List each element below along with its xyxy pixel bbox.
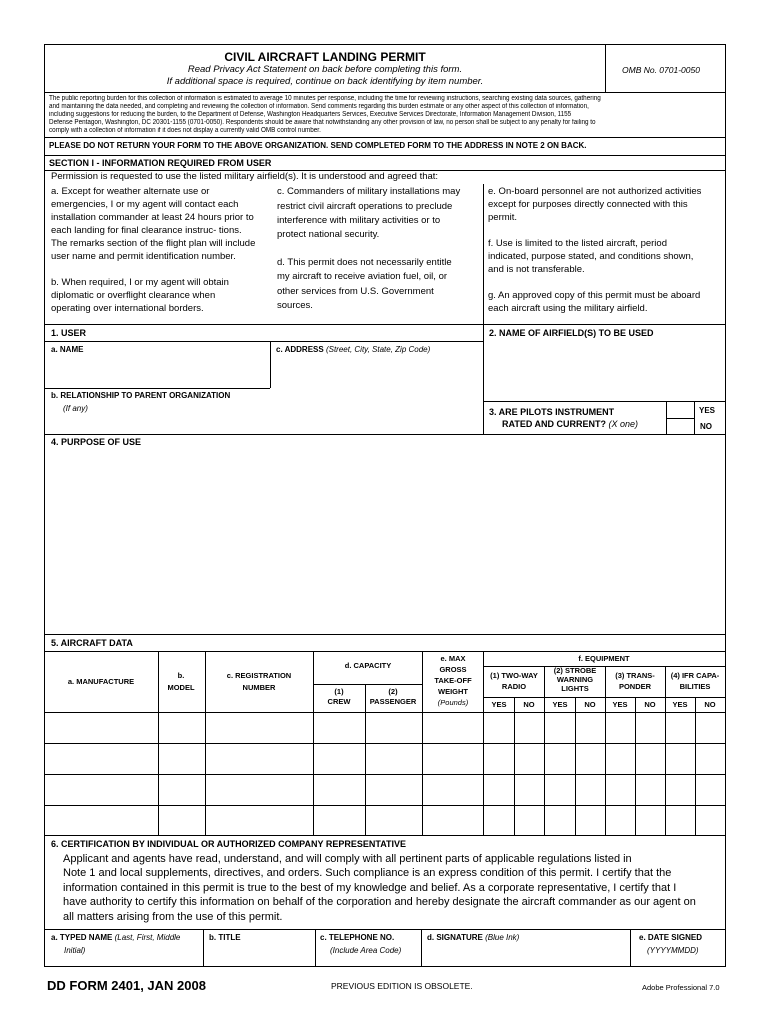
agreement-f-line: indicated, purpose stated, and conditions shown, bbox=[488, 251, 694, 262]
agreement-f-line: f. Use is limited to the listed aircraft, period bbox=[488, 238, 667, 249]
aircraft-label-rule bbox=[44, 651, 726, 652]
ifr-header-1: (4) IFR CAPA- bbox=[670, 671, 720, 680]
strobe-header-3: LIGHTS bbox=[561, 684, 589, 693]
user-address-label-text: c. ADDRESS bbox=[276, 345, 324, 354]
section-1-intro: Permission is requested to use the listed military airfield(s). It is understood and agreed that: bbox=[51, 171, 439, 182]
certification-line: have authority to certify this information on behalf of the corporation and hereby designate the aircraft commander as our agent on bbox=[63, 896, 696, 908]
yes-no-top-rule bbox=[483, 697, 726, 698]
aircraft-bottom-rule bbox=[44, 835, 726, 836]
pilots-hint: (X one) bbox=[608, 419, 639, 429]
name-bottom-rule bbox=[44, 388, 270, 389]
agreement-divider-right bbox=[483, 184, 484, 324]
agreement-b-line: b. When required, I or my agent will obtain bbox=[51, 277, 229, 288]
burden-line: and maintaining the data needed, and completing and reviewing the collection of information. Send comments regarding this burden estimate or any other aspect of this collection of information, bbox=[49, 103, 589, 110]
pilots-label-2 bbox=[502, 419, 638, 429]
date-signed-hint: (YYYYMMDD) bbox=[647, 946, 699, 955]
agreement-e-line: except for purposes directly connected with this bbox=[488, 199, 688, 210]
aircraft-row-1[interactable] bbox=[45, 713, 725, 743]
certification-line: Note 1 and local supplements, directives, and orders. Such compliance is an express condition of this permit. I certify that the bbox=[63, 867, 672, 879]
ifr-yes-header: YES bbox=[672, 700, 688, 709]
telephone-field[interactable] bbox=[316, 930, 420, 966]
passenger-header-1: (2) bbox=[388, 687, 398, 696]
agreement-d-line: my aircraft to receive aviation fuel, oil, or bbox=[277, 271, 448, 282]
signature-label-text: d. SIGNATURE bbox=[427, 933, 483, 942]
agreement-a-line: each landing for final clearance instruc- tions. bbox=[51, 225, 242, 236]
crew-header-1: (1) bbox=[334, 687, 344, 696]
agreement-e-line: permit. bbox=[488, 212, 518, 223]
weight-header-1: e. MAX bbox=[440, 654, 466, 663]
burden-line: The public reporting burden for this collection of information is estimated to average 10 minutes per response, including the time for reviewing instructions, searching existing data sources, gathering bbox=[49, 95, 601, 102]
passenger-header-2: PASSENGER bbox=[369, 697, 417, 706]
registration-header-2: NUMBER bbox=[242, 683, 276, 692]
model-header-1: b. bbox=[177, 671, 185, 680]
user-airfield-divider bbox=[483, 324, 484, 434]
airfields-label: 2. NAME OF AIRFIELD(S) TO BE USED bbox=[489, 328, 654, 338]
aircraft-row-3[interactable] bbox=[45, 775, 725, 805]
radio-header-2: RADIO bbox=[501, 682, 527, 691]
agreement-d-line: sources. bbox=[277, 300, 313, 311]
header-divider bbox=[605, 44, 606, 92]
capacity-header: d. CAPACITY bbox=[344, 661, 392, 670]
agreement-g-line: g. An approved copy of this permit must be aboard bbox=[488, 290, 701, 301]
notice-bottom-rule bbox=[44, 155, 726, 156]
signature-hint: (Blue Ink) bbox=[485, 933, 520, 942]
transponder-yes-header: YES bbox=[612, 700, 628, 709]
pilots-yes-label: YES bbox=[699, 406, 716, 415]
burden-line: Defense Pentagon, Washington, DC 20301-1155 (0701-0050). Respondents should be aware that notwithstanding any other provision of law, no person shall be subject to any penalty for failing to bbox=[49, 119, 596, 126]
relationship-field[interactable] bbox=[46, 414, 268, 432]
previous-edition-note: PREVIOUS EDITION IS OBSOLETE. bbox=[331, 981, 473, 991]
airfields-field[interactable] bbox=[486, 341, 724, 399]
block-3-bottom-rule bbox=[44, 434, 726, 435]
burden-line: comply with a collection of information if it does not display a currently valid OMB control number. bbox=[49, 127, 321, 134]
software-note: Adobe Professional 7.0 bbox=[642, 983, 720, 992]
section-1-title: SECTION I - INFORMATION REQUIRED FROM USER bbox=[49, 158, 272, 168]
purpose-bottom-rule bbox=[44, 634, 726, 635]
certification-line: Applicant and agents have read, understand, and will comply with all pertinent parts of applicable regulations listed in bbox=[63, 853, 632, 865]
radio-no-header: NO bbox=[523, 700, 535, 709]
capacity-sub-rule bbox=[313, 684, 422, 685]
radio-yes-header: YES bbox=[491, 700, 507, 709]
typed-name-label-text: a. TYPED NAME bbox=[51, 933, 113, 942]
relationship-label: b. RELATIONSHIP TO PARENT ORGANIZATION bbox=[51, 391, 231, 400]
transponder-no-header: NO bbox=[644, 700, 656, 709]
registration-header-1: c. REGISTRATION bbox=[226, 671, 292, 680]
ifr-no-header: NO bbox=[704, 700, 716, 709]
agreement-a-line: emergencies, I or my agent will contact each bbox=[51, 199, 239, 210]
radio-header-1: (1) TWO-WAY bbox=[490, 671, 538, 680]
agreement-a-line: a. Except for weather alternate use or bbox=[51, 186, 210, 197]
agreement-d-line: other services from U.S. Government bbox=[277, 286, 434, 297]
transponder-header-2: PONDER bbox=[618, 682, 652, 691]
form-subtitle-1: Read Privacy Act Statement on back before completing this form. bbox=[187, 64, 463, 75]
telephone-hint: (Include Area Code) bbox=[330, 946, 402, 955]
agreement-c-line: c. Commanders of military installations may bbox=[277, 186, 461, 197]
ifr-header-2: BILITIES bbox=[679, 682, 711, 691]
weight-header-3: TAKE-OFF bbox=[434, 676, 472, 685]
telephone-label: c. TELEPHONE NO. bbox=[320, 933, 395, 942]
pilots-yes-checkbox[interactable] bbox=[666, 401, 695, 419]
model-header-2: MODEL bbox=[167, 683, 195, 692]
agreement-e-line: e. On-board personnel are not authorized activities bbox=[488, 186, 702, 197]
weight-header-2: GROSS bbox=[439, 665, 467, 674]
aircraft-label: 5. AIRCRAFT DATA bbox=[51, 638, 133, 648]
typed-name-field[interactable] bbox=[46, 930, 202, 966]
form-id: DD FORM 2401, JAN 2008 bbox=[47, 978, 206, 993]
user-name-label: a. NAME bbox=[51, 345, 84, 354]
certification-line: all matters arising from the use of this permit. bbox=[63, 911, 283, 923]
strobe-header-1: (2) STROBE bbox=[553, 666, 597, 675]
agreement-c-line: protect national security. bbox=[277, 229, 380, 240]
burden-line: including suggestions for reducing the burden, to the Department of Defense, Washington Headquarters Services, Executive Services Directorate, Information Management Division, 1155 bbox=[49, 111, 572, 118]
crew-header-2: CREW bbox=[327, 697, 351, 706]
agreement-a-line: user name and permit identification number. bbox=[51, 251, 236, 262]
user-address-hint: (Street, City, State, Zip Code) bbox=[325, 345, 431, 354]
user-address-field[interactable] bbox=[272, 356, 481, 432]
agreement-a-line: installation commander at least 24 hours prior to bbox=[51, 212, 254, 223]
equipment-header: f. EQUIPMENT bbox=[578, 654, 630, 663]
form-title: CIVIL AIRCRAFT LANDING PERMIT bbox=[224, 50, 426, 64]
user-name-field[interactable] bbox=[46, 356, 268, 386]
aircraft-row-4[interactable] bbox=[45, 806, 725, 835]
agreement-b-line: diplomatic or overflight clearance when bbox=[51, 290, 216, 301]
weight-header-4: WEIGHT bbox=[438, 687, 468, 696]
user-label: 1. USER bbox=[51, 328, 87, 338]
return-notice: PLEASE DO NOT RETURN YOUR FORM TO THE ABOVE ORGANIZATION. SEND COMPLETED FORM TO THE ADDRESS IN NOTE 2 ON BACK. bbox=[49, 141, 587, 150]
strobe-no-header: NO bbox=[584, 700, 596, 709]
aircraft-row-2[interactable] bbox=[45, 744, 725, 774]
agreement-g-line: each aircraft using the military airfield. bbox=[488, 303, 648, 314]
pilots-no-checkbox[interactable] bbox=[666, 418, 695, 434]
agreement-b-line: operating over international borders. bbox=[51, 303, 204, 314]
manufacturer-header: a. MANUFACTURE bbox=[67, 677, 135, 686]
certification-line: information contained in this permit is true to the best of my knowledge and belief. As a corporate representative, I certify that I bbox=[63, 882, 677, 894]
equipment-sub-rule bbox=[483, 666, 726, 667]
purpose-field[interactable] bbox=[46, 450, 724, 632]
certification-label: 6. CERTIFICATION BY INDIVIDUAL OR AUTHORIZED COMPANY REPRESENTATIVE bbox=[51, 839, 407, 849]
title-label: b. TITLE bbox=[209, 933, 241, 942]
agreement-f-line: and is not transferable. bbox=[488, 264, 585, 275]
name-address-divider bbox=[270, 341, 271, 388]
agreement-c-line: interference with military activities or to bbox=[277, 215, 441, 226]
agreement-a-line: The remarks section of the flight plan will include bbox=[51, 238, 256, 249]
title-field[interactable] bbox=[204, 930, 314, 966]
header-bottom-rule bbox=[44, 92, 726, 93]
agreement-d-line: d. This permit does not necessarily entitle bbox=[277, 257, 452, 268]
user-address-label bbox=[276, 345, 430, 354]
burden-bottom-rule bbox=[44, 137, 726, 138]
pilots-label-2-text: RATED AND CURRENT? bbox=[502, 419, 606, 429]
date-signed-field[interactable] bbox=[631, 930, 724, 966]
agreement-bottom-rule bbox=[44, 324, 726, 325]
omb-number: OMB No. 0701-0050 bbox=[622, 65, 700, 75]
relationship-hint: (If any) bbox=[63, 404, 88, 413]
typed-name-hint-1: (Last, First, Middle bbox=[114, 933, 181, 942]
user-label-rule bbox=[44, 341, 483, 342]
form-subtitle-2: If additional space is required, continue on back identifying by item number. bbox=[166, 76, 484, 87]
purpose-label: 4. PURPOSE OF USE bbox=[51, 437, 142, 447]
pilots-label-1: 3. ARE PILOTS INSTRUMENT bbox=[489, 407, 615, 417]
pilots-no-label: NO bbox=[700, 422, 712, 431]
typed-name-hint-2: Initial) bbox=[64, 946, 86, 955]
strobe-yes-header: YES bbox=[552, 700, 568, 709]
weight-unit: (Pounds) bbox=[437, 698, 469, 707]
agreement-c-line: restrict civil aircraft operations to preclude bbox=[277, 201, 453, 212]
transponder-header-1: (3) TRANS- bbox=[615, 671, 655, 680]
strobe-header-2: WARNING bbox=[556, 675, 594, 684]
date-signed-label: e. DATE SIGNED bbox=[639, 933, 702, 942]
signature-field[interactable] bbox=[422, 930, 629, 966]
